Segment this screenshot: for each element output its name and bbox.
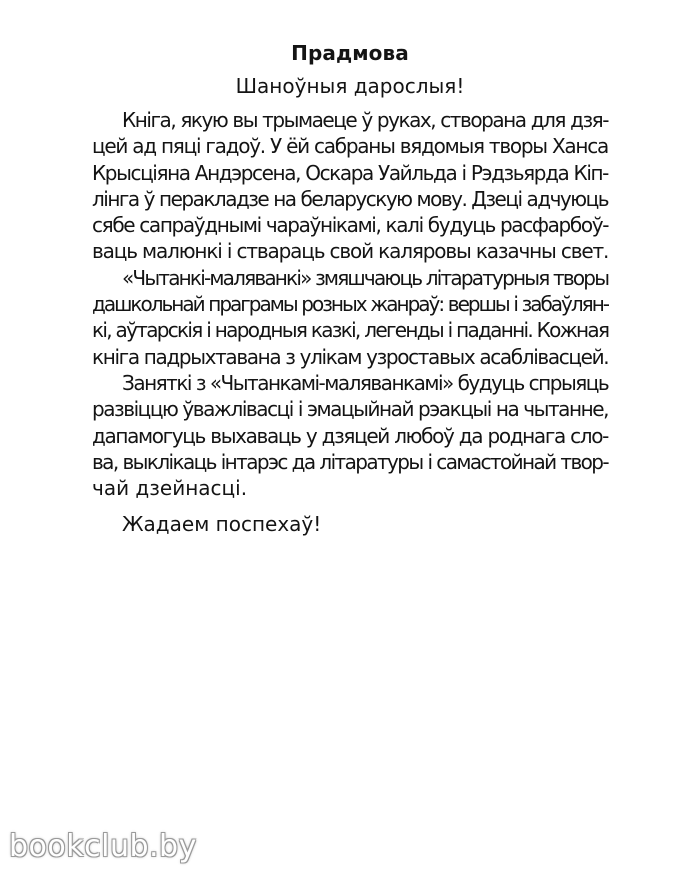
paragraph-3-line: ва, выклікаць інтарэс да літаратуры і самастойнай твор- [92, 449, 608, 474]
paragraph-3-line: чай дзейнасці. [92, 476, 248, 501]
paragraph-2-line: кі, аўтарскія і народныя казкі, легенды і паданні. Кожная [92, 318, 609, 343]
paragraph-2-line: кніга падрыхтавана з улікам узроставых асаблівасцей. [92, 344, 609, 369]
paragraph-1-line: лінга ў перакладзе на беларускую мову. Дзеці адчуюць [92, 186, 608, 211]
preface-body [92, 107, 608, 501]
paragraph-2-line: дашкольнай праграмы розных жанраў: вершы і забаўлян- [92, 292, 608, 317]
paragraph-3-line: дапамогуць выхаваць у дзяцей любоў да роднага сло- [92, 423, 608, 448]
paragraph-3-line: развіццю ўважлівасці і эмацыйнай рэакцыі на чытанне, [92, 397, 608, 422]
closing-wish: Жадаем поспехаў! [122, 512, 322, 536]
paragraph-1-line: сябе сапраўднымі чараўнікамі, калі будуць расфарбоў- [92, 213, 609, 238]
paragraph-1-line: цей ад пяці гадоў. У ёй сабраны вядомыя творы Ханса [92, 134, 608, 159]
paragraph-1-line: Кніга, якую вы трымаеце ў руках, створана для дзя- [122, 108, 608, 132]
watermark: bookclub.by [9, 829, 197, 864]
paragraph-1-line: ваць малюнкі і ствараць свой каляровы казачны свет. [92, 239, 609, 264]
greeting: Шаноўныя дарослыя! [235, 74, 465, 98]
page-title: Прадмова [291, 41, 409, 65]
paragraph-2-line: «Чытанкі-маляванкі» змяшчаюць літаратурныя творы [122, 265, 609, 290]
paragraph-3-line: Заняткі з «Чытанкамі-маляванкамі» будуць спрыяць [122, 370, 609, 395]
paragraph-1-line: Крысціяна Андэрсена, Оскара Уайльда і Рэдзьярда Кіп- [92, 160, 608, 185]
